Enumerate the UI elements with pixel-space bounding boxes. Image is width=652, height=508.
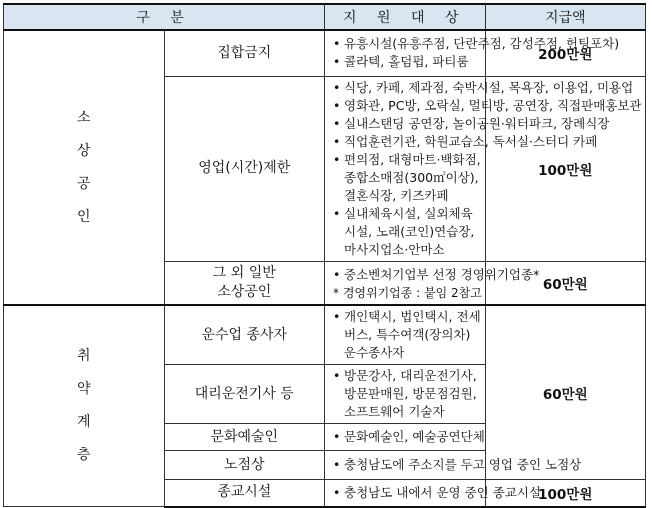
target-item: • 충청남도에 주소지를 두고 영업 중인 노점상 [331, 456, 485, 474]
target-item: • 개인택시, 법인택시, 전세버스, 특수여객(장의차) 운수종사자 [331, 308, 485, 362]
category-cell: 영업(시간)제한 [164, 76, 325, 261]
target-item: • 실내스탠딩 공연장, 놀이공원·워터파크, 장례식장 [331, 115, 485, 133]
target-item: • 영화관, PC방, 오락실, 멀티방, 공연장, 직접판매홍보관 [331, 97, 485, 115]
amount-cell: 100만원 [485, 480, 646, 507]
target-item: • 방문강사, 대리운전기사, 방문판매원, 방문점검원, 소프트웨어 기술자 [331, 367, 485, 421]
target-item: • 실내체육시설, 실외체육시설, 노래(코인)연습장, 마사지업소·안마소 [331, 205, 485, 259]
amount-cell: 100만원 [485, 76, 646, 261]
target-item: • 편의점, 대형마트·백화점, 종합소매점(300㎡이상), 결혼식장, 키즈카페 [331, 151, 485, 205]
target-note: * 경영위기업종 : 붙임 2참고 [333, 285, 482, 300]
target-item: • 충청남도 내에서 운영 중인 종교시설 [331, 484, 485, 502]
target-item: • 중소벤처기업부 선정 경영위기업종* [331, 266, 485, 284]
table-header-row [4, 4, 646, 30]
category-cell: 종교시설 [164, 480, 325, 507]
target-cell [325, 424, 486, 451]
target-item: • 문화예술인, 예술공연단체 [331, 428, 485, 446]
table-row [4, 305, 646, 365]
target-cell [325, 365, 486, 424]
group-label-small-business: 소 상 공 인 [4, 30, 165, 305]
target-item: • 식당, 카페, 제과점, 숙박시설, 목욕장, 이용업, 미용업 [331, 79, 485, 97]
category-cell: 대리운전기사 등 [164, 365, 325, 424]
amount-cell: 200만원 [485, 30, 646, 76]
category-cell: 운수업 종사자 [164, 305, 325, 365]
target-item: • 유흥시설(유흥주점, 단란주점, 감성주점, 헌팅포차) [331, 35, 485, 53]
category-cell: 집합금지 [164, 30, 325, 76]
header-target: 지 원 대 상 [325, 4, 486, 30]
target-item: • 콜라텍, 홀덤펍, 파티룸 [331, 53, 485, 71]
category-cell: 노점상 [164, 451, 325, 480]
target-cell [325, 451, 582, 480]
category-cell: 그 외 일반 소상공인 [164, 261, 325, 305]
category-cell: 문화예술인 [164, 424, 325, 451]
target-cell [325, 480, 542, 507]
table-row [4, 30, 646, 76]
amount-cell-shared: 60만원 [485, 305, 646, 480]
target-item: • 직업훈련기관, 학원교습소, 독서실·스터디 카페 [331, 133, 485, 151]
amount-cell: 60만원 [485, 261, 646, 305]
target-cell [325, 305, 486, 365]
header-category: 구 분 [4, 4, 325, 30]
group-label-vulnerable: 취 약 계 층 [4, 305, 165, 507]
support-table [3, 3, 646, 508]
header-amount: 지급액 [485, 4, 646, 30]
target-cell [325, 261, 540, 305]
